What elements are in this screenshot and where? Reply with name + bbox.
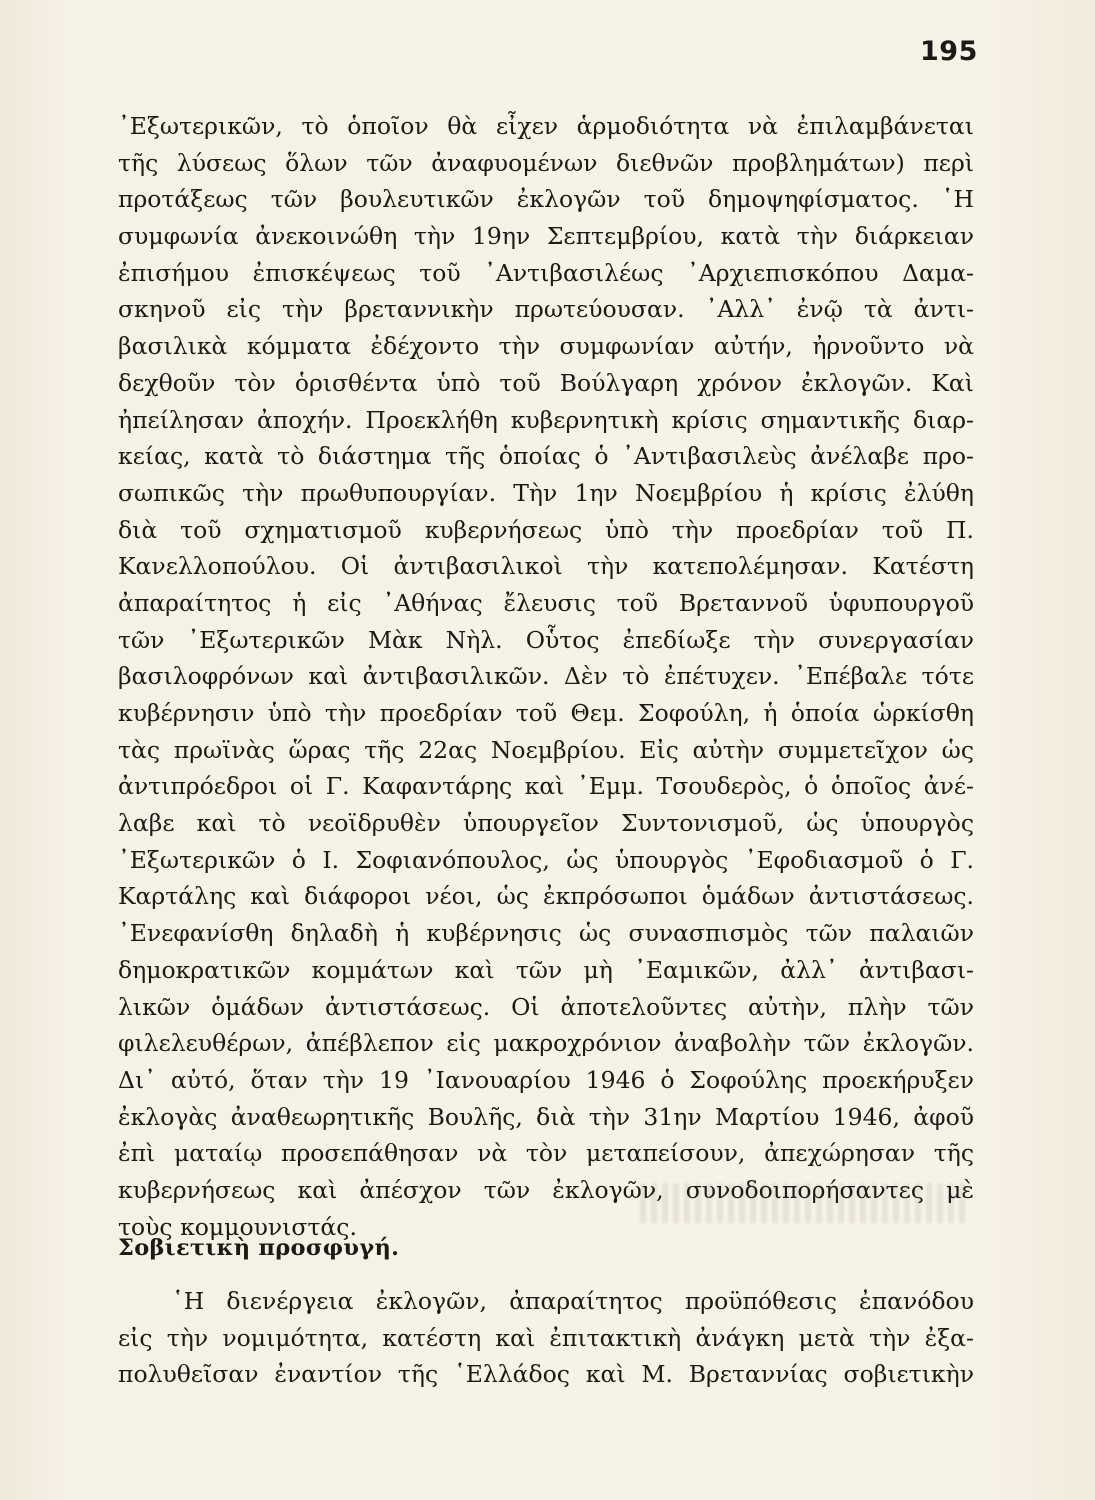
text-line: ἠπείλησαν ἀποχήν. Προεκλήθη κυβερνητικὴ κρίσις σημαντικῆς διαρ- bbox=[118, 405, 974, 434]
text-line: ᾿Εξωτερικῶν, τὸ ὁποῖον θὰ εἶχεν ἁρμοδιότητα νὰ ἐπιλαμβάνεται bbox=[118, 112, 974, 140]
text-line: δημοκρατικῶν κομμάτων καὶ τῶν μὴ ᾿Εαμικῶν, ἀλλ᾿ ἀντιβασι- bbox=[118, 955, 974, 984]
text-line: προτάξεως τῶν βουλευτικῶν ἐκλογῶν τοῦ δημοψηφίσματος. ῾Η bbox=[118, 185, 974, 214]
text-line: τοὺς κομμουνιστάς. bbox=[118, 1212, 357, 1241]
text-line: ᾿Εξωτερικῶν ὁ Ι. Σοφιανόπουλος, ὡς ὑπουργὸς ᾿Εφοδιασμοῦ ὁ Γ. bbox=[118, 845, 974, 874]
text-line: ἀπαραίτητος ἡ εἰς ᾿Αθήνας ἔλευσις τοῦ Βρεταννοῦ ὑφυπουργοῦ bbox=[118, 588, 974, 617]
text-line: λικῶν ὁμάδων ἀντιστάσεως. Οἱ ἀποτελοῦντες αὐτὴν, πλὴν τῶν bbox=[118, 992, 974, 1021]
text-line: Δι᾿ αὐτό, ὅταν τὴν 19 ᾿Ιανουαρίου 1946 ὁ Σοφούλης προεκήρυξεν bbox=[118, 1065, 974, 1094]
text-line: τῆς λύσεως ὅλων τῶν ἀναφυομένων διεθνῶν προβλημάτων) περὶ bbox=[118, 148, 974, 177]
text-line: ἐπὶ ματαίῳ προσεπάθησαν νὰ τὸν μεταπείσουν, ἀπεχώρησαν τῆς bbox=[118, 1139, 974, 1168]
text-line: ῾Η διενέργεια ἐκλογῶν, ἀπαραίτητος προϋπόθεσις ἐπανόδου bbox=[172, 1287, 974, 1315]
text-line: τῶν ᾿Εξωτερικῶν Μὰκ Νὴλ. Οὗτος ἐπεδίωξε τὴν συνεργασίαν bbox=[118, 625, 974, 654]
text-line: κείας, κατὰ τὸ διάστημα τῆς ὁποίας ὁ ᾿Αντιβασιλεὺς ἀνέλαβε προ- bbox=[118, 442, 974, 471]
text-line: Καρτάλης καὶ διάφοροι νέοι, ὡς ἐκπρόσωποι ὁμάδων ἀντιστάσεως. bbox=[118, 882, 974, 911]
text-line: ᾿Ενεφανίσθη δηλαδὴ ἡ κυβέρνησις ὡς συνασπισμὸς τῶν παλαιῶν bbox=[118, 919, 974, 948]
paragraph-2 bbox=[118, 1283, 974, 1393]
text-line: ἐπισήμου ἐπισκέψεως τοῦ ᾿Αντιβασιλέως ᾿Αρχιεπισκόπου Δαμα- bbox=[118, 258, 974, 287]
text-line: ἐκλογὰς ἀναθεωρητικῆς Βουλῆς, διὰ τὴν 31ην Μαρτίου 1946, ἀφοῦ bbox=[118, 1102, 974, 1131]
text-line: κυβερνήσεως καὶ ἀπέσχον τῶν ἐκλογῶν, συνοδοιπορήσαντες μὲ bbox=[118, 1175, 974, 1204]
text-line: εἰς τὴν νομιμότητα, κατέστη καὶ ἐπιτακτικὴ ἀνάγκη μετὰ τὴν ἐξα- bbox=[118, 1323, 974, 1352]
text-line: βασιλοφρόνων καὶ ἀντιβασιλικῶν. Δὲν τὸ ἐπέτυχεν. ᾿Επέβαλε τότε bbox=[118, 662, 974, 691]
text-line: δεχθοῦν τὸν ὁρισθέντα ὑπὸ τοῦ Βούλγαρη χρόνον ἐκλογῶν. Καὶ bbox=[118, 368, 974, 397]
text-line: Κανελλοπούλου. Οἱ ἀντιβασιλικοὶ τὴν κατεπολέμησαν. Κατέστη bbox=[118, 552, 974, 581]
text-line: σωπικῶς τὴν πρωθυπουργίαν. Τὴν 1ην Νοεμβρίου ἡ κρίσις ἐλύθη bbox=[118, 478, 974, 507]
text-line: κυβέρνησιν ὑπὸ τὴν προεδρίαν τοῦ Θεμ. Σοφούλη, ἡ ὁποία ὡρκίσθη bbox=[118, 699, 974, 727]
text-line: ἀντιπρόεδροι οἱ Γ. Καφαντάρης καὶ ᾿Εμμ. Τσουδερὸς, ὁ ὁποῖος ἀνέ- bbox=[118, 772, 974, 801]
text-line: πολυθεῖσαν ἐναντίον τῆς ῾Ελλάδος καὶ Μ. Βρεταννίας σοβιετικὴν bbox=[118, 1360, 974, 1389]
text-line: βασιλικὰ κόμματα ἐδέχοντο τὴν συμφωνίαν αὐτήν, ἠρνοῦντο νὰ bbox=[118, 332, 974, 361]
text-line: συμφωνία ἀνεκοινώθη τὴν 19ην Σεπτεμβρίου, κατὰ τὴν διάρκειαν bbox=[118, 222, 974, 251]
page-number: 195 bbox=[920, 36, 978, 67]
text-line: τὰς πρωϊνὰς ὥρας τῆς 22ας Νοεμβρίου. Εἰς αὐτὴν συμμετεῖχον ὡς bbox=[118, 735, 974, 764]
text-line: λαβε καὶ τὸ νεοϊδρυθὲν ὑπουργεῖον Συντονισμοῦ, ὡς ὑπουργὸς bbox=[118, 809, 974, 838]
paragraph-1 bbox=[118, 108, 974, 1245]
text-line: φιλελευθέρων, ἀπέβλεπον εἰς μακροχρόνιον ἀναβολὴν τῶν ἐκλογῶν. bbox=[118, 1029, 974, 1058]
section-heading: Σοβιετικὴ προσφυγή. bbox=[118, 1235, 400, 1261]
text-line: σκηνοῦ εἰς τὴν βρεταννικὴν πρωτεύουσαν. ᾿Αλλ᾿ ἐνῷ τὰ ἀντι- bbox=[118, 295, 974, 324]
show-through-ink bbox=[640, 1183, 970, 1223]
text-line: διὰ τοῦ σχηματισμοῦ κυβερνήσεως ὑπὸ τὴν προεδρίαν τοῦ Π. bbox=[118, 515, 974, 544]
